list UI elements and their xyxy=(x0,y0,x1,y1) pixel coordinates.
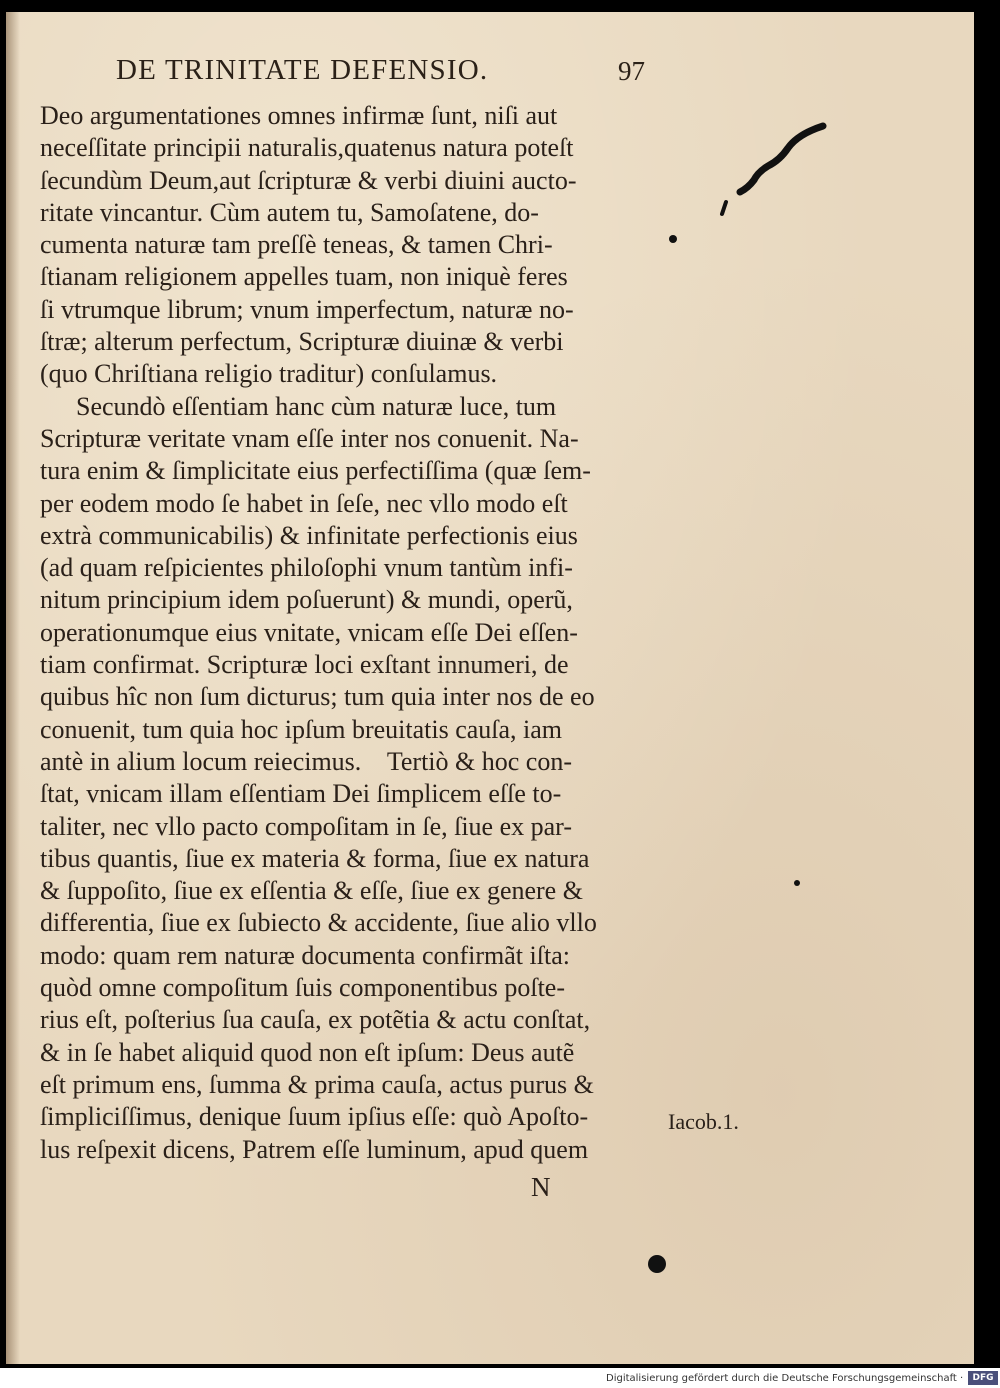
signature-mark: N xyxy=(531,1172,551,1202)
text-line: tura enim & ſimplicitate eius perfectiſſima (quæ ſem- xyxy=(40,456,591,486)
text-line: quòd omne compoſitum ſuis componentibus poſte- xyxy=(40,973,566,1003)
text-line: quibus hîc non ſum dicturus; tum quia inter nos de eo xyxy=(40,682,595,712)
text-line: cumenta naturæ tam preſſè teneas, & tamen Chri- xyxy=(40,230,553,260)
margin-note: Iacob.1. xyxy=(668,1109,739,1134)
text-line: ritate vincantur. Cùm autem tu, Samoſatene, do- xyxy=(40,197,539,227)
text-line: operationumque eius vnitate, vnicam eſſe Dei eſſen- xyxy=(40,617,578,647)
book-page xyxy=(6,12,974,1364)
page-number: 97 xyxy=(618,56,645,86)
text-line: tiam confirmat. Scripturæ loci exſtant innumeri, de xyxy=(40,650,569,680)
text-line: neceſſitate principii naturalis,quatenus natura poteſt xyxy=(40,133,574,163)
text-line: ſi vtrumque librum; vnum imperfectum, naturæ no- xyxy=(40,294,574,324)
text-line: ſecundùm Deum,aut ſcripturæ & verbi diuini aucto- xyxy=(40,165,577,195)
ink-stroke-mark xyxy=(718,120,838,220)
text-line: eſt primum ens, ſumma & prima cauſa, actus purus & xyxy=(40,1069,594,1099)
body-text xyxy=(40,100,660,1166)
text-line: Secundò eſſentiam hanc cùm naturæ luce, tum xyxy=(76,391,557,421)
text-line: modo: quam rem naturæ documenta confirmãt iſta: xyxy=(40,940,570,970)
text-line: ſtianam religionem appelles tuam, non iniquè feres xyxy=(40,262,568,292)
text-line: Scripturæ veritate vnam eſſe inter nos conuenit. Na- xyxy=(40,423,579,453)
dfg-logo: DFG xyxy=(968,1371,998,1385)
text-line: & ſuppoſito, ſiue ex eſſentia & eſſe, ſiue ex genere & xyxy=(40,876,583,906)
text-line: ſtat, vnicam illam eſſentiam Dei ſimplicem eſſe to- xyxy=(40,779,562,809)
text-line: differentia, ſiue ex ſubiecto & accidente, ſiue alio vllo xyxy=(40,908,597,938)
text-line: conuenit, tum quia hoc ipſum breuitatis cauſa, iam xyxy=(40,714,563,744)
text-line: taliter, nec vllo pacto compoſitam in ſe, ſiue ex par- xyxy=(40,811,572,841)
running-head: DE TRINITATE DEFENSIO. xyxy=(116,54,489,86)
text-line: antè in alium locum reiecimus. Tertiò & hoc con- xyxy=(40,746,572,776)
text-line: extrà communicabilis) & infinitate perfectionis eius xyxy=(40,520,578,550)
page-gutter-shadow xyxy=(6,12,20,1364)
text-line: lus reſpexit dicens, Patrem eſſe luminum, apud quem xyxy=(40,1134,589,1164)
text-line: (ad quam reſpicientes philoſophi vnum tantùm infi- xyxy=(40,553,573,583)
text-line: per eodem modo ſe habet in ſeſe, nec vllo modo eſt xyxy=(40,488,568,518)
text-line: (quo Chriſtiana religio traditur) conſulamus. xyxy=(40,359,498,389)
ink-dot xyxy=(794,880,800,886)
ink-dot xyxy=(669,235,677,243)
ink-dot xyxy=(648,1255,666,1273)
text-line: ſimpliciſſimus, denique ſuum ipſius eſſe: quò Apoſto- xyxy=(40,1102,589,1132)
text-line: rius eſt, poſterius ſua cauſa, ex potẽtia & actu conſtat, xyxy=(40,1005,591,1035)
text-line: ſtræ; alterum perfectum, Scripturæ diuinæ & verbi xyxy=(40,327,564,357)
text-line: tibus quantis, ſiue ex materia & forma, ſiue ex natura xyxy=(40,843,590,873)
text-line: nitum principium idem poſuerunt) & mundi, operũ, xyxy=(40,585,573,615)
text-line: & in ſe habet aliquid quod non eſt ipſum: Deus autẽ xyxy=(40,1037,575,1067)
text-line: Deo argumentationes omnes infirmæ ſunt, niſi aut xyxy=(40,101,558,130)
footer-credit: Digitalisierung gefördert durch die Deutsche Forschungsgemeinschaft · xyxy=(606,1373,964,1384)
